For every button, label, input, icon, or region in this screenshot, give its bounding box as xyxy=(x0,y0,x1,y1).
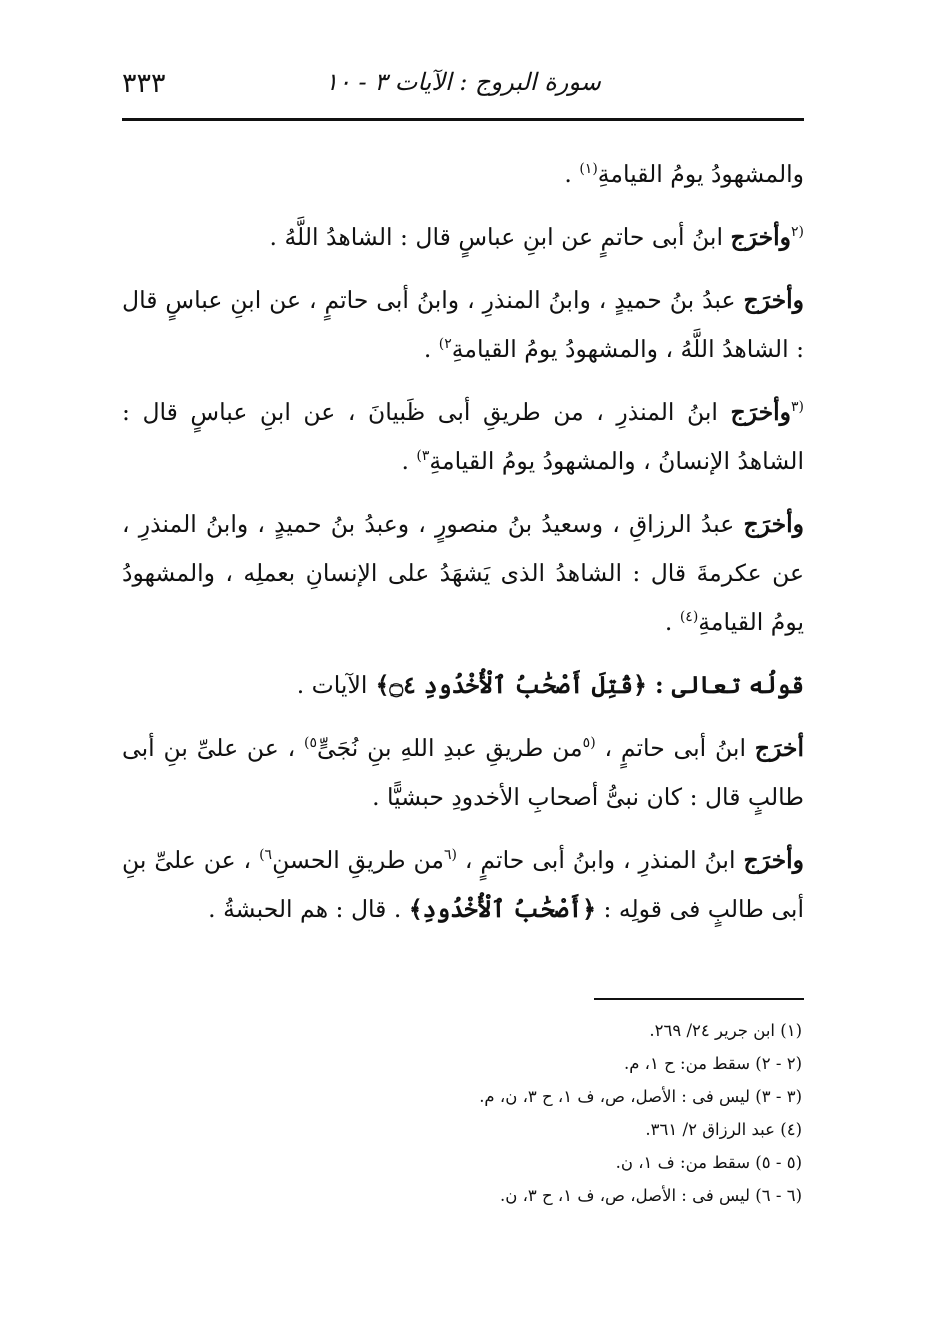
page-number: ٣٣٣ xyxy=(122,68,166,99)
footnote-marker: (٣ xyxy=(791,399,804,416)
paragraph-lead: وأخرَج xyxy=(743,846,804,874)
quran-verse: ﴿قُتِلَ أَصْحَٰبُ ٱلْأُخْدُودِ ۝٤﴾ xyxy=(367,671,656,699)
paragraph-text: . قال : هم الحبشةُ . xyxy=(208,895,409,923)
paragraph-text: ابنُ أبى حاتمٍ عن ابنِ عباسٍ قال : الشاهدُ اللَّهُ . xyxy=(269,223,731,251)
quran-verse: ﴿أَصْحَٰبُ ٱلْأُخْدُودِ﴾ xyxy=(408,895,597,923)
main-text xyxy=(122,150,804,948)
footnote: (٦ - ٦) ليس فى : الأصل، ص، ف ١، ح ٣، ن. xyxy=(499,1186,802,1205)
paragraph-lead: وأخرَج xyxy=(743,286,804,314)
header-rule xyxy=(122,118,804,121)
footnote-marker: ٢) xyxy=(438,336,452,353)
footnote-marker: (٦ xyxy=(443,847,457,864)
paragraph-3 xyxy=(122,276,804,374)
footnote: (٤) عبد الرزاق ٢/ ٣٦١. xyxy=(645,1120,802,1139)
paragraph-text: ابنُ المنذرِ ، من طريقِ أبى ظَبيانَ ، عن ابنِ عباسٍ قال : الشاهدُ الإنسانُ ، والمشهودُ يومُ القيامةِ xyxy=(122,398,804,475)
footnote: (٣ - ٣) ليس فى : الأصل، ص، ف ١، ح ٣، ن، م. xyxy=(479,1087,802,1106)
paragraph-text: من طريقِ عبدِ اللهِ بنِ نُجَىٍّ xyxy=(317,734,583,762)
paragraph-1 xyxy=(122,150,804,199)
footnote-marker: (٢ xyxy=(791,224,804,241)
footnote-marker: ٥) xyxy=(304,735,318,752)
paragraph-text: الآيات . xyxy=(296,671,368,699)
paragraph-8 xyxy=(122,836,804,934)
paragraph-tail: . xyxy=(664,608,680,636)
footnote-marker: (٤) xyxy=(679,609,699,626)
paragraph-2 xyxy=(122,213,804,262)
paragraph-lead: وأخرَج xyxy=(730,223,791,251)
paragraph-text: عبدُ الرزاقِ ، وسعيدُ بنُ منصورٍ ، وعبدُ بنُ حميدٍ ، وابنُ المنذرِ ، عن عكرمةَ قال : الشاهدُ الذى يَشهَدُ على الإنسانِ بعملِه ، والمشهودُ يومُ القيامةِ xyxy=(122,510,804,636)
footnote: (٢ - ٢) سقط من: ح ١، م. xyxy=(623,1054,802,1073)
footnote-rule xyxy=(594,998,804,1000)
footnote-marker: (١) xyxy=(579,161,598,178)
footnote-marker: ٣) xyxy=(416,448,430,465)
footnote-marker: (٥ xyxy=(582,735,596,752)
paragraph-tail: . xyxy=(564,160,580,188)
paragraph-6 xyxy=(122,661,804,710)
paragraph-lead: أخرَج xyxy=(754,734,804,762)
paragraph-text: ، عن علىِّ بنِ أبى طالبٍ فى قولِه : xyxy=(122,846,804,923)
paragraph-text: والمشهودُ يومُ القيامةِ xyxy=(597,160,804,188)
paragraph-7 xyxy=(122,724,804,822)
paragraph-5 xyxy=(122,500,804,647)
footnote-marker: ٦) xyxy=(259,847,273,864)
footnotes xyxy=(122,1014,804,1212)
page-header xyxy=(122,68,804,108)
paragraph-text: عبدُ بنُ حميدٍ ، وابنُ المنذرِ ، وابنُ أبى حاتمٍ ، عن ابنِ عباسٍ قال : الشاهدُ اللَّهُ ، والمشهودُ يومُ القيامةِ xyxy=(122,286,804,363)
paragraph-text: من طريقِ الحسنِ xyxy=(272,846,444,874)
verse-heading: قولُه تعالى : xyxy=(655,671,804,699)
paragraph-tail: . xyxy=(423,335,439,363)
paragraph-lead: وأخرَج xyxy=(730,398,791,426)
footnote: (٥ - ٥) سقط من: ف ١، ن. xyxy=(615,1153,802,1172)
footnote: (١) ابن جرير ٢٤/ ٢٦٩. xyxy=(649,1021,802,1040)
paragraph-text: ، عن علىِّ بنِ أبى طالبٍ قال : كان نبىُّ أصحابِ الأخدودِ حبشيًّا . xyxy=(122,734,804,811)
paragraph-text: ابنُ أبى حاتمٍ ، xyxy=(595,734,755,762)
paragraph-lead: وأخرَج xyxy=(743,510,804,538)
paragraph-4 xyxy=(122,388,804,486)
running-title: سورة البروج : الآيات ٣ - ١٠ xyxy=(325,68,601,96)
paragraph-tail: . xyxy=(401,447,417,475)
paragraph-text: ابنُ المنذرِ ، وابنُ أبى حاتمٍ ، xyxy=(456,846,744,874)
